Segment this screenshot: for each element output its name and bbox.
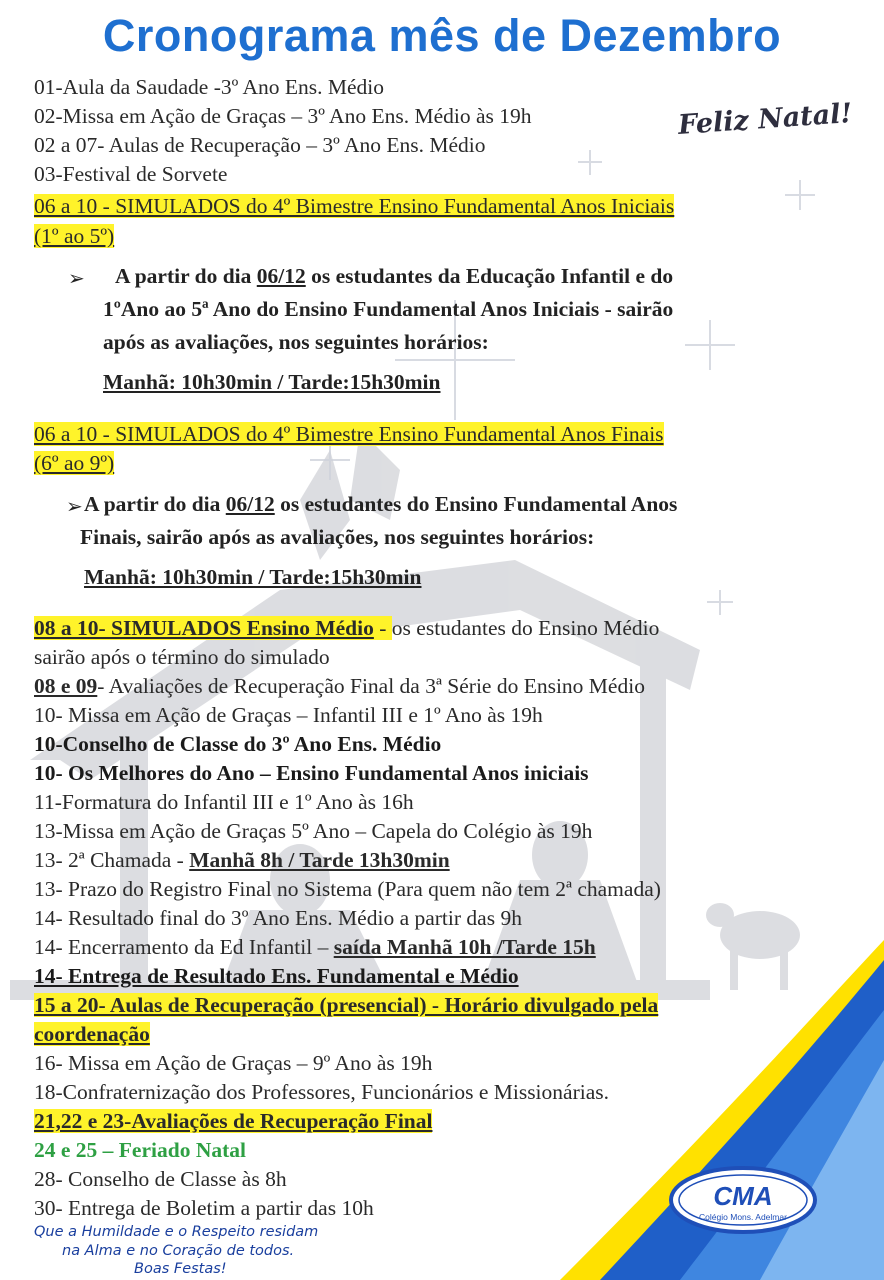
list-item: 10- Os Melhores do Ano – Ensino Fundamental Anos iniciais xyxy=(34,761,589,785)
holiday-item: 24 e 25 – Feriado Natal xyxy=(34,1138,246,1162)
list-item: 13-Missa em Ação de Graças 5º Ano – Capela do Colégio às 19h xyxy=(34,819,593,843)
list-item: 14- Entrega de Resultado Ens. Fundamental e Médio xyxy=(34,964,519,988)
logo-text: CMA xyxy=(713,1181,773,1211)
school-logo xyxy=(668,1165,818,1235)
schedule-hours: Manhã: 10h30min / Tarde:15h30min xyxy=(103,370,441,394)
list-item-highlight: 06 a 10 - SIMULADOS do 4º Bimestre Ensino Fundamental Anos Finais xyxy=(34,422,664,446)
schedule-hours: Manhã: 10h30min / Tarde:15h30min xyxy=(84,565,422,589)
note-line: A partir do dia 06/12 os estudantes do Ensino Fundamental Anos xyxy=(84,492,678,516)
slogan-line: Boas Festas! xyxy=(134,1261,227,1277)
page-title: Cronograma mês de Dezembro xyxy=(102,10,782,61)
logo-subtitle: Colégio Mons. Adelmar xyxy=(699,1212,787,1222)
list-item: 08 e 09- Avaliações de Recuperação Final da 3ª Série do Ensino Médio xyxy=(34,674,645,698)
list-item: 30- Entrega de Boletim a partir das 10h xyxy=(34,1196,374,1220)
list-item: 10-Conselho de Classe do 3º Ano Ens. Médio xyxy=(34,732,442,756)
list-item: 02-Missa em Ação de Graças – 3º Ano Ens. Médio às 19h xyxy=(34,104,532,128)
note-line: Finais, sairão após as avaliações, nos seguintes horários: xyxy=(80,525,595,549)
list-item-highlight: 15 a 20- Aulas de Recuperação (presencial) - Horário divulgado pela xyxy=(34,993,659,1017)
list-item: sairão após o término do simulado xyxy=(34,645,330,669)
list-item: 08 a 10- SIMULADOS Ensino Médio - os estudantes do Ensino Médio xyxy=(34,616,660,640)
list-item: 14- Resultado final do 3º Ano Ens. Médio a partir das 9h xyxy=(34,906,522,930)
note-line: após as avaliações, nos seguintes horários: xyxy=(103,330,489,354)
list-item-highlight: (6º ao 9º) xyxy=(34,451,115,475)
arrow-bullet-icon: ➢ xyxy=(66,496,83,518)
note-line: 1ºAno ao 5ª Ano do Ensino Fundamental Anos Iniciais - sairão xyxy=(103,297,674,321)
list-item: 18-Confraternização dos Professores, Funcionários e Missionárias. xyxy=(34,1080,609,1104)
arrow-bullet-icon: ➢ xyxy=(68,268,85,290)
slogan-line: na Alma e no Coração de todos. xyxy=(62,1243,295,1259)
note-line: A partir do dia 06/12 os estudantes da Educação Infantil e do xyxy=(115,264,674,288)
list-item-highlight: coordenação xyxy=(34,1022,150,1046)
list-item: 10- Missa em Ação de Graças – Infantil III e 1º Ano às 19h xyxy=(34,703,543,727)
list-item: 14- Encerramento da Ed Infantil – saída Manhã 10h /Tarde 15h xyxy=(34,935,596,959)
list-item-highlight: 06 a 10 - SIMULADOS do 4º Bimestre Ensino Fundamental Anos Iniciais xyxy=(34,194,675,218)
list-item: 01-Aula da Saudade -3º Ano Ens. Médio xyxy=(34,75,385,99)
slogan-line: Que a Humildade e o Respeito residam xyxy=(34,1224,319,1240)
list-item: 13- 2ª Chamada - Manhã 8h / Tarde 13h30min xyxy=(34,848,450,872)
list-item: 13- Prazo do Registro Final no Sistema (Para quem não tem 2ª chamada) xyxy=(34,877,661,901)
list-item: 11-Formatura do Infantil III e 1º Ano às 16h xyxy=(34,790,414,814)
list-item: 16- Missa em Ação de Graças – 9º Ano às 19h xyxy=(34,1051,433,1075)
list-item-highlight: (1º ao 5º) xyxy=(34,224,115,248)
list-item: 03-Festival de Sorvete xyxy=(34,162,228,186)
list-item: 28- Conselho de Classe às 8h xyxy=(34,1167,287,1191)
list-item-highlight: 21,22 e 23-Avaliações de Recuperação Final xyxy=(34,1109,433,1133)
list-item: 02 a 07- Aulas de Recuperação – 3º Ano Ens. Médio xyxy=(34,133,486,157)
greeting-text: Feliz Natal! xyxy=(677,97,854,142)
